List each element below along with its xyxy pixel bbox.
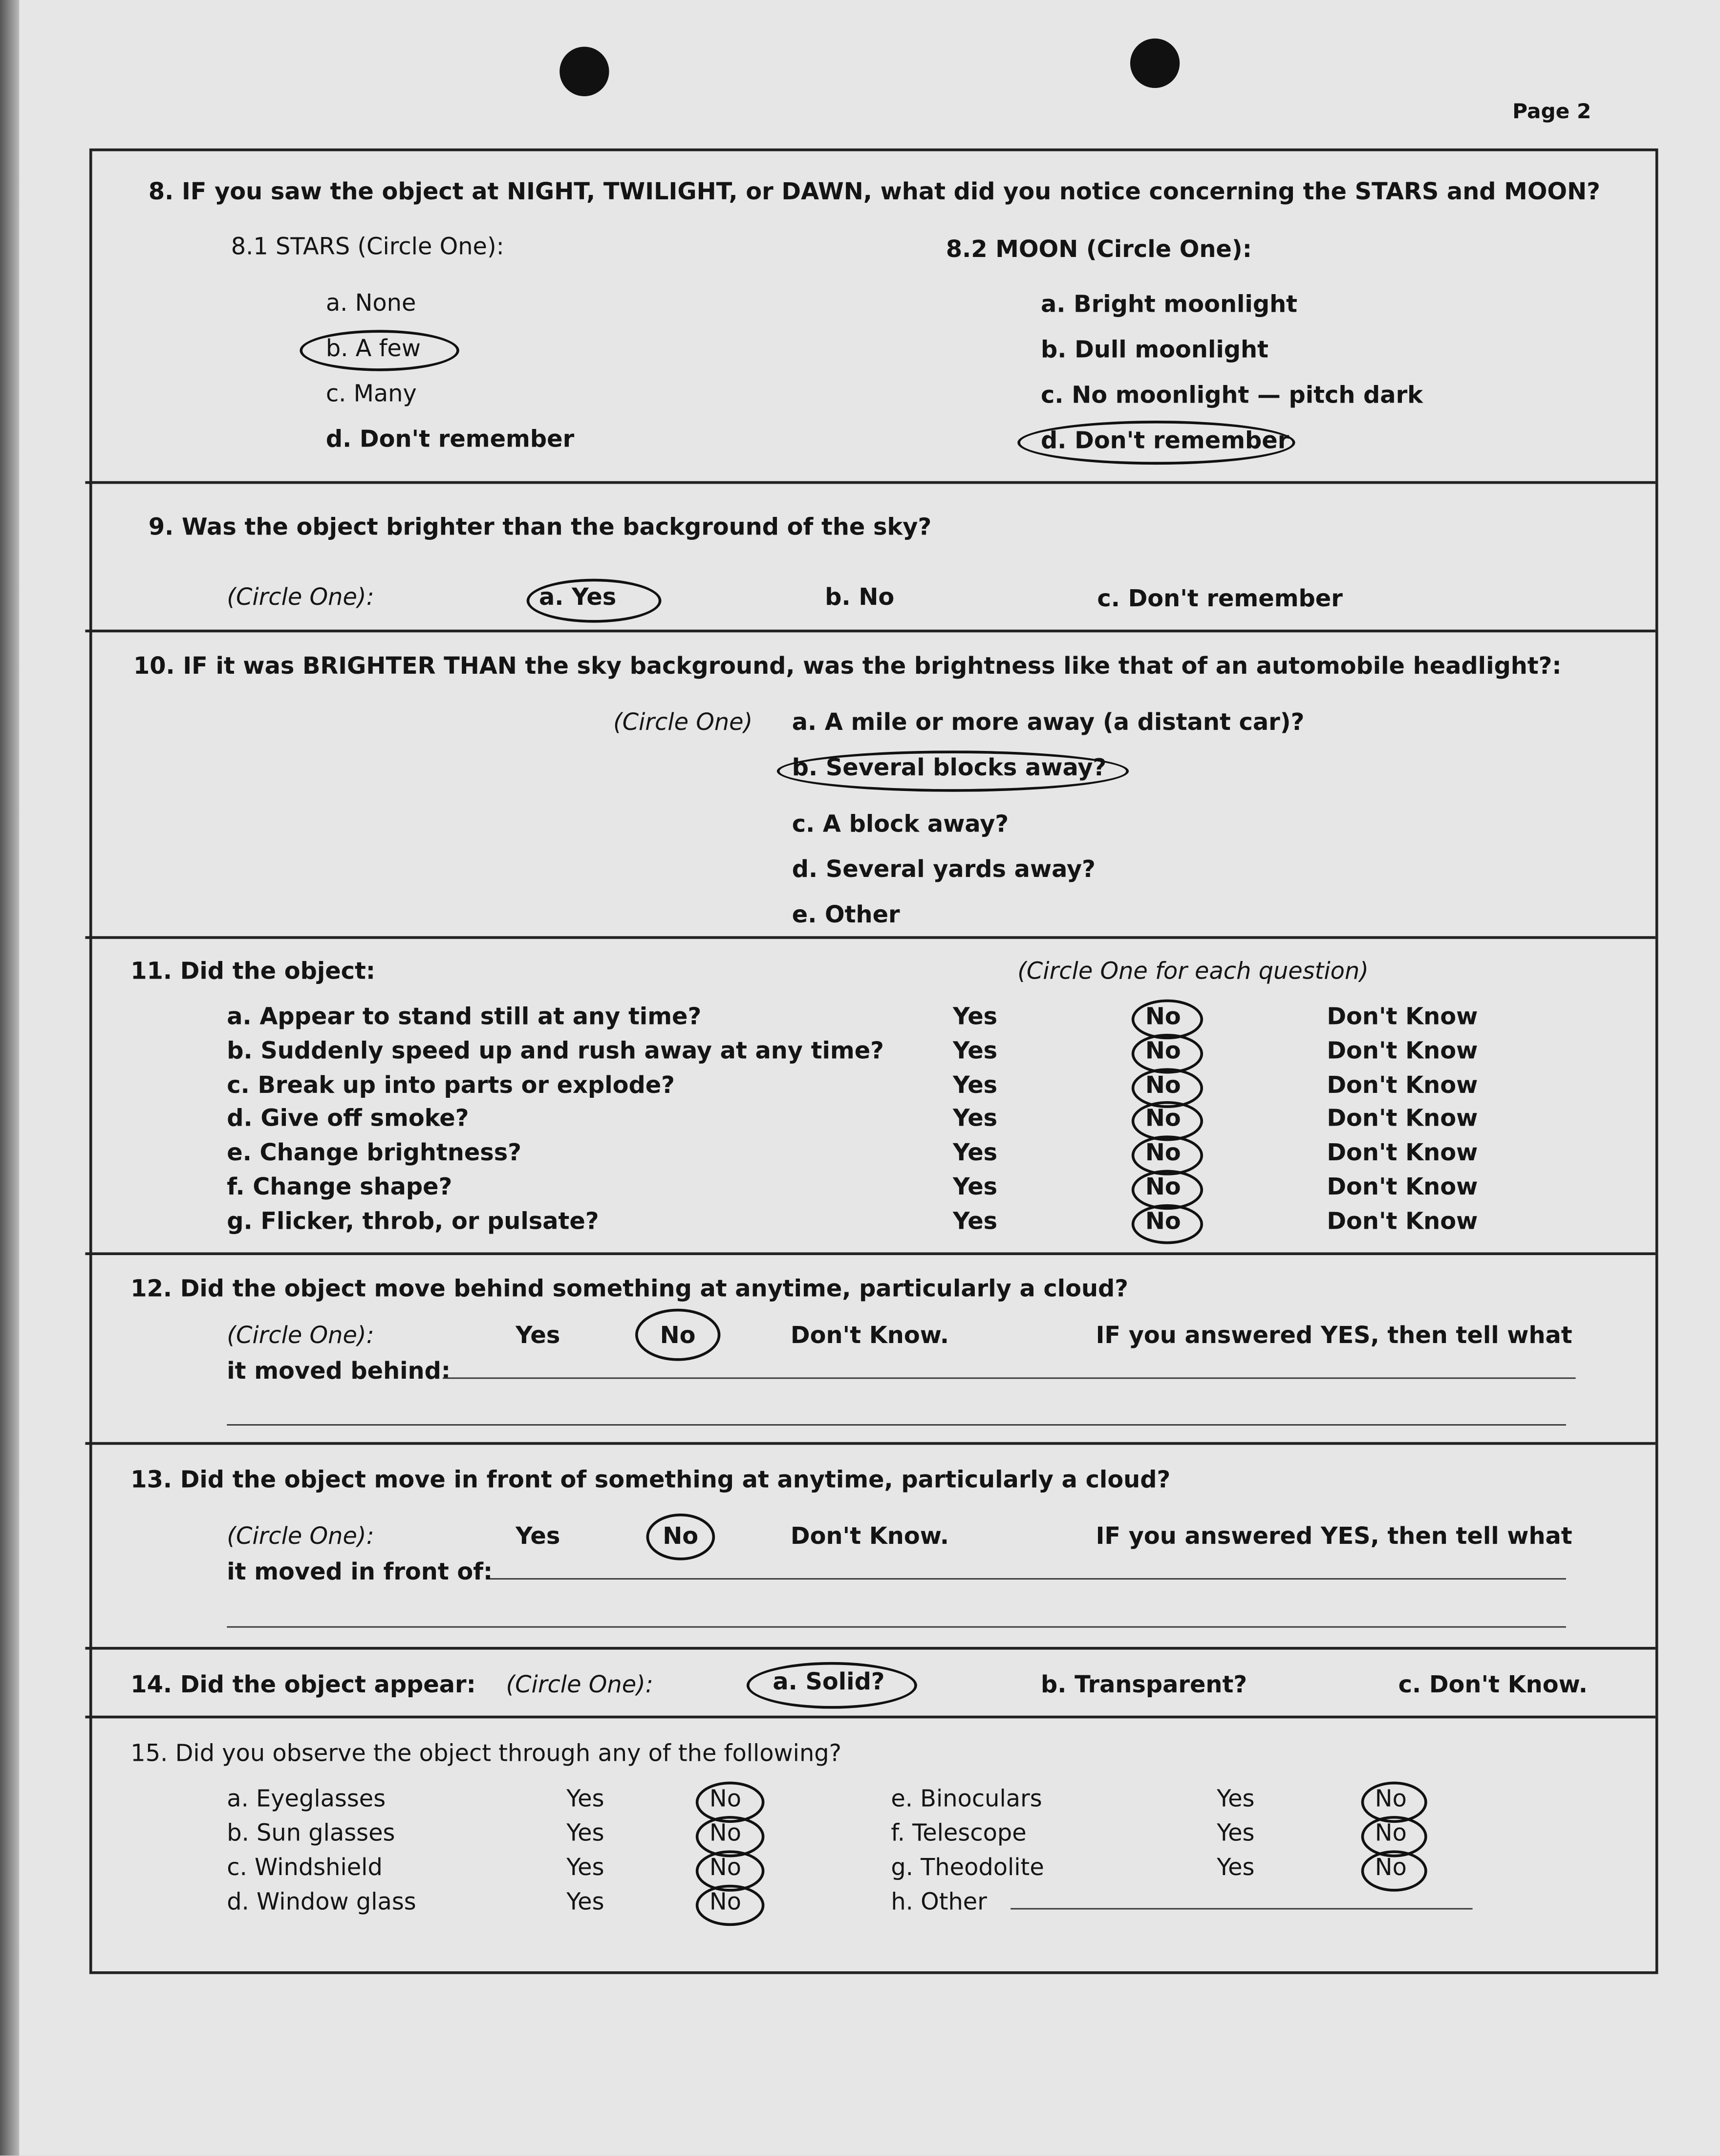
if-yes-instruction: IF you answered YES, then tell what — [1096, 1322, 1572, 1350]
option-no[interactable]: No — [663, 1523, 699, 1551]
option-no[interactable]: No — [1145, 1037, 1181, 1066]
question-15-item: e. Binoculars — [891, 1786, 1042, 1814]
option[interactable]: a. A mile or more away (a distant car)? — [792, 709, 1305, 737]
question-11-item: a. Appear to stand still at any time? — [227, 1003, 702, 1031]
answer-circle — [747, 1662, 917, 1709]
option-no[interactable]: No — [1375, 1854, 1407, 1882]
option-dont-know[interactable]: Don't Know — [1327, 1208, 1478, 1236]
option[interactable]: d. Several yards away? — [792, 856, 1096, 884]
question-11-item: e. Change brightness? — [227, 1140, 521, 1168]
option-dont-know[interactable]: c. Don't Know. — [1398, 1671, 1588, 1699]
option-no[interactable]: No — [1145, 1106, 1181, 1133]
other-answer-line[interactable] — [1010, 1908, 1472, 1910]
question-11-item: g. Flicker, throb, or pulsate? — [227, 1208, 599, 1236]
circle-one-label: (Circle One): — [506, 1671, 653, 1699]
option-dont-know[interactable]: Don't Know — [1327, 1140, 1478, 1168]
answer-line[interactable] — [443, 1377, 1576, 1379]
moon-option[interactable]: d. Don't remember — [1041, 427, 1290, 455]
stars-option[interactable]: d. Don't remember — [325, 426, 575, 454]
question-15-item: b. Sun glasses — [227, 1820, 395, 1848]
answer-circle — [1132, 1033, 1203, 1073]
option-yes[interactable]: Yes — [952, 1106, 998, 1133]
option-yes[interactable]: Yes — [516, 1523, 560, 1551]
question-15-item: d. Window glass — [227, 1889, 416, 1917]
answer-circle — [1361, 1850, 1427, 1891]
option-no[interactable]: No — [709, 1820, 741, 1848]
option-no[interactable]: No — [1145, 1208, 1181, 1236]
question-11: 11. Did the object: — [130, 958, 376, 986]
circle-one-label: (Circle One for each question) — [1017, 958, 1369, 986]
question-15-item: g. Theodolite — [891, 1854, 1044, 1882]
option-yes[interactable]: Yes — [566, 1820, 604, 1848]
option-dont-know[interactable]: Don't Know — [1327, 1071, 1478, 1099]
moon-option[interactable]: c. No moonlight — pitch dark — [1041, 382, 1423, 410]
question-10: 10. IF it was BRIGHTER THAN the sky background, was the brightness like that of an automobile headlight?: — [133, 653, 1562, 681]
option-yes[interactable]: Yes — [952, 1037, 998, 1066]
moon-option[interactable]: b. Dull moonlight — [1041, 337, 1268, 364]
option-yes[interactable]: Yes — [1217, 1786, 1255, 1814]
divider — [85, 1252, 1655, 1255]
option-yes[interactable]: Yes — [952, 1003, 998, 1031]
question-15: 15. Did you observe the object through any of the following? — [130, 1740, 842, 1768]
question-15-item: c. Windshield — [227, 1854, 383, 1882]
moved-behind-label: it moved behind: — [227, 1358, 451, 1386]
option-no[interactable]: No — [709, 1786, 741, 1814]
question-15-item: f. Telescope — [891, 1820, 1027, 1848]
question-11-item: b. Suddenly speed up and rush away at any time? — [227, 1037, 884, 1066]
option-yes[interactable]: Yes — [952, 1071, 998, 1099]
moved-in-front-label: it moved in front of: — [227, 1558, 493, 1587]
answer-line[interactable] — [227, 1424, 1566, 1426]
question-8: 8. IF you saw the object at NIGHT, TWILIGHT, or DAWN, what did you notice concerning the STARS and MOON? — [148, 178, 1600, 207]
option-yes[interactable]: Yes — [1217, 1854, 1255, 1882]
divider — [85, 481, 1655, 484]
divider — [85, 630, 1655, 633]
option-no[interactable]: No — [709, 1854, 741, 1882]
option-yes[interactable]: Yes — [952, 1174, 998, 1202]
stars-option[interactable]: a. None — [325, 290, 416, 318]
option-dont-know[interactable]: Don't Know — [1327, 1037, 1478, 1066]
scan-edge — [0, 0, 19, 2156]
option-solid[interactable]: a. Solid? — [773, 1668, 885, 1697]
question-12: 12. Did the object move behind something at anytime, particularly a cloud? — [130, 1276, 1129, 1303]
question-15-item: a. Eyeglasses — [227, 1786, 386, 1814]
answer-circle — [1132, 1204, 1203, 1244]
option-dont-know[interactable]: Don't Know. — [790, 1523, 949, 1551]
option-yes[interactable]: Yes — [952, 1208, 998, 1236]
option[interactable]: c. A block away? — [792, 811, 1009, 839]
answer-line[interactable] — [227, 1626, 1566, 1628]
question-14: 14. Did the object appear: — [130, 1671, 476, 1699]
question-11-item: f. Change shape? — [227, 1174, 452, 1202]
question-11-item: c. Break up into parts or explode? — [227, 1071, 675, 1099]
answer-circle — [777, 750, 1129, 791]
option-no[interactable]: No — [1375, 1820, 1407, 1848]
circle-one-label: (Circle One): — [227, 584, 374, 612]
option-yes[interactable]: Yes — [566, 1786, 604, 1814]
answer-circle — [646, 1514, 715, 1560]
answer-circle — [527, 579, 662, 623]
answer-circle — [300, 330, 459, 371]
divider — [85, 936, 1655, 939]
moon-label: 8.2 MOON (Circle One): — [946, 236, 1252, 264]
option[interactable]: b. Several blocks away? — [792, 754, 1107, 783]
punch-hole — [1130, 39, 1180, 88]
stars-option[interactable]: b. A few — [325, 335, 421, 363]
option-dont-know[interactable]: Don't Know — [1327, 1106, 1478, 1133]
option-no[interactable]: No — [1145, 1003, 1181, 1031]
option-no[interactable]: No — [660, 1322, 696, 1350]
option-dont-know[interactable]: Don't Know. — [790, 1322, 949, 1350]
option-no[interactable]: b. No — [825, 584, 895, 612]
if-yes-instruction: IF you answered YES, then tell what — [1096, 1523, 1572, 1551]
punch-hole — [559, 47, 609, 96]
question-13: 13. Did the object move in front of something at anytime, particularly a cloud? — [130, 1467, 1171, 1494]
option-no[interactable]: No — [1145, 1174, 1181, 1202]
option-no[interactable]: No — [709, 1889, 741, 1917]
circle-one-label: (Circle One) — [613, 709, 753, 737]
question-11-item: d. Give off smoke? — [227, 1106, 469, 1133]
option-transparent[interactable]: b. Transparent? — [1041, 1671, 1247, 1699]
option-yes[interactable]: Yes — [516, 1322, 560, 1350]
option-yes[interactable]: a. Yes — [539, 584, 617, 612]
divider — [85, 1647, 1655, 1650]
option[interactable]: e. Other — [792, 901, 900, 930]
option-dont-know[interactable]: Don't Know — [1327, 1174, 1478, 1202]
circle-one-label: (Circle One): — [227, 1322, 374, 1350]
divider — [85, 1716, 1655, 1719]
option-no[interactable]: No — [1145, 1140, 1181, 1168]
option-no[interactable]: No — [1145, 1071, 1181, 1099]
option-dont-know[interactable]: Don't Know — [1327, 1003, 1478, 1031]
circle-one-label: (Circle One): — [227, 1523, 374, 1551]
question-15-item: h. Other — [891, 1889, 987, 1917]
divider — [85, 1442, 1655, 1445]
moon-option[interactable]: a. Bright moonlight — [1041, 291, 1297, 319]
option-yes[interactable]: Yes — [566, 1889, 604, 1917]
page-number: Page 2 — [1512, 99, 1591, 124]
option-dont-remember[interactable]: c. Don't remember — [1097, 585, 1343, 613]
answer-circle — [1017, 421, 1295, 465]
answer-circle — [635, 1309, 720, 1361]
answer-circle — [696, 1885, 765, 1926]
option-yes[interactable]: Yes — [566, 1854, 604, 1882]
option-yes[interactable]: Yes — [1217, 1820, 1255, 1848]
stars-label: 8.1 STARS (Circle One): — [231, 234, 504, 261]
answer-line[interactable] — [490, 1578, 1566, 1580]
stars-option[interactable]: c. Many — [325, 381, 417, 408]
option-no[interactable]: No — [1375, 1786, 1407, 1814]
question-9: 9. Was the object brighter than the background of the sky? — [148, 514, 932, 542]
option-yes[interactable]: Yes — [952, 1140, 998, 1168]
